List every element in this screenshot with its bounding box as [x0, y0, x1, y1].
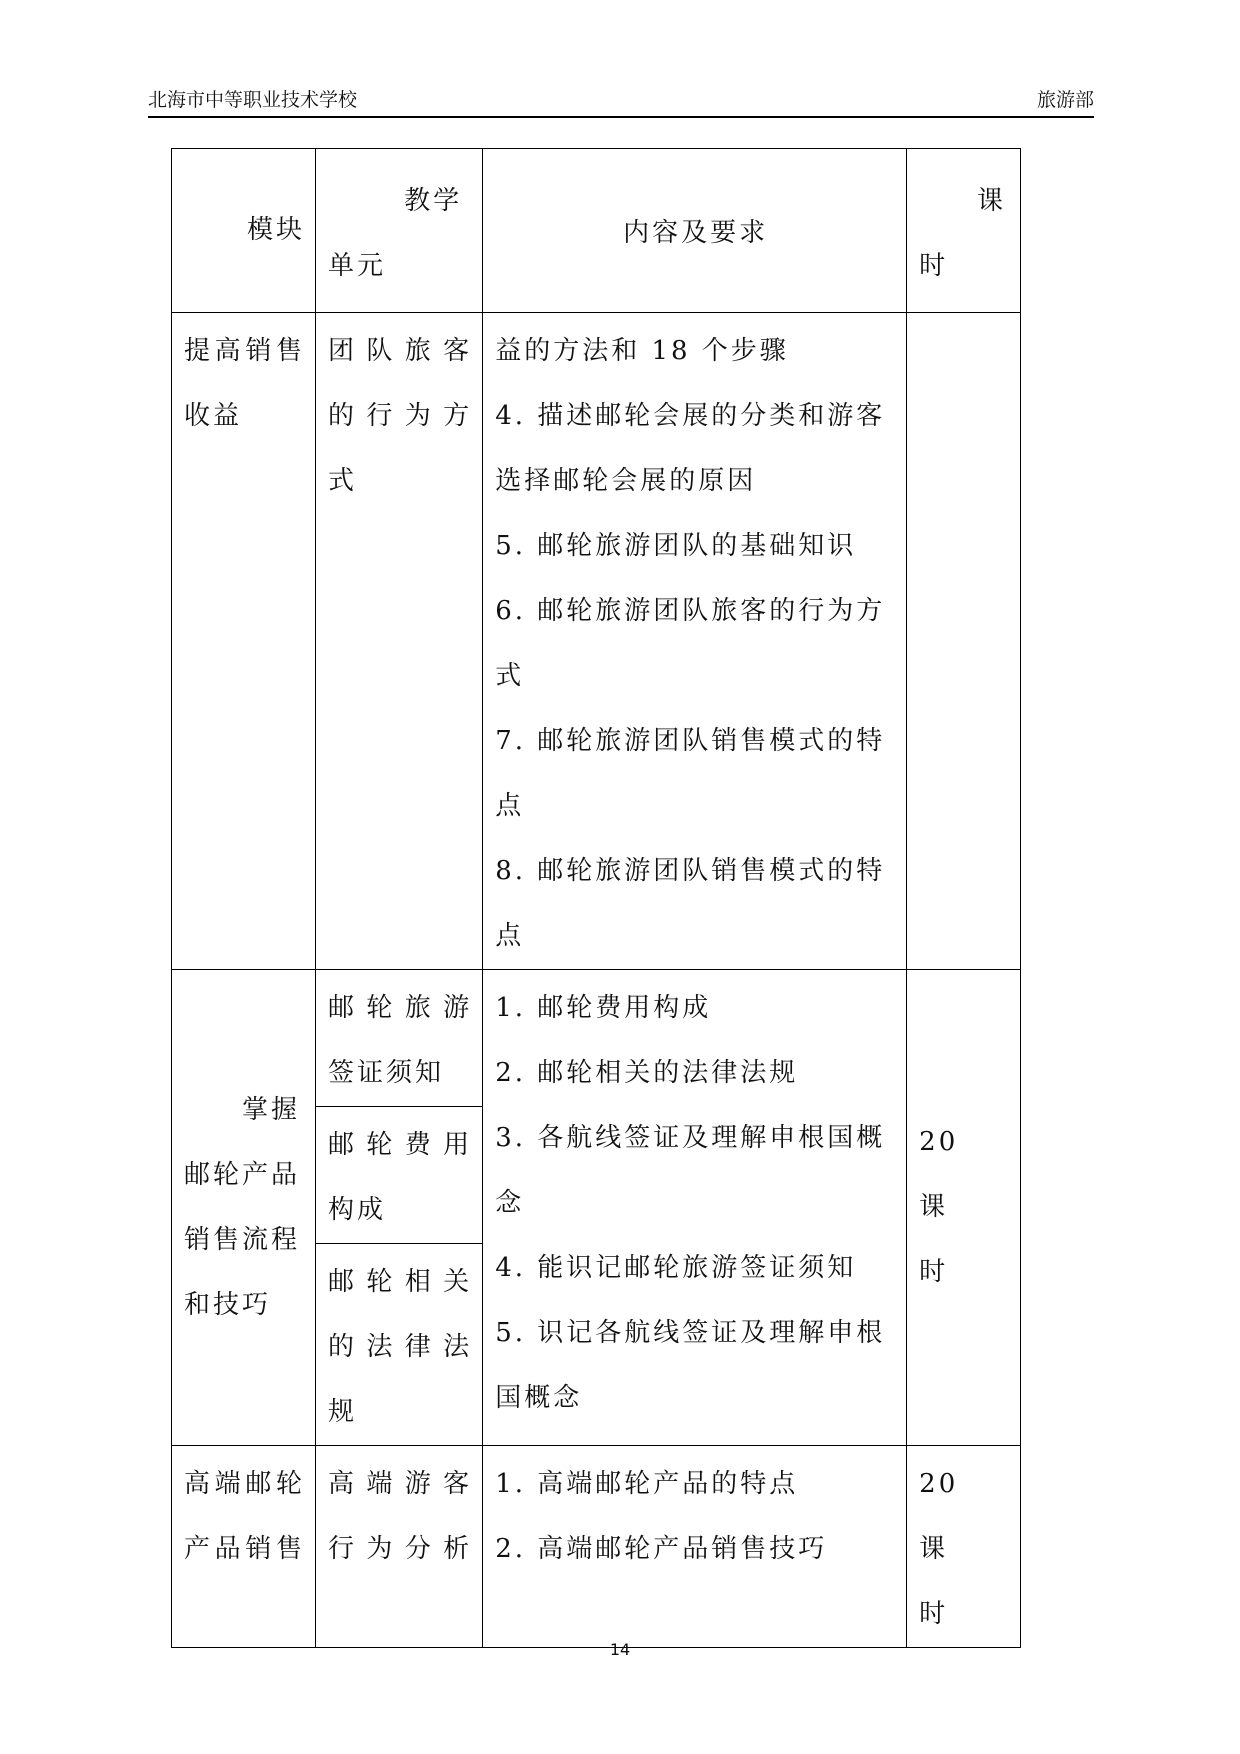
unit-cell: [316, 1446, 483, 1648]
header-hours-line1: 课: [976, 185, 1006, 216]
hours-text: 20 课: [919, 1127, 988, 1222]
content-line: 8. 邮轮旅游团队销售模式的特: [495, 856, 886, 886]
header-hours: [907, 149, 1021, 313]
content-line: 选择邮轮会展的原因: [495, 466, 757, 496]
header-unit: [316, 149, 483, 313]
module-text: 邮轮产品: [184, 1159, 301, 1190]
content-cell: [483, 970, 907, 1446]
content-line: 6. 邮轮旅游团队旅客的行为方: [495, 596, 886, 626]
module-text: 产品销售: [184, 1534, 306, 1564]
header-content-label: 内容及要求: [623, 218, 769, 248]
hours-cell: [907, 313, 1021, 970]
content-line: 4. 描述邮轮会展的分类和游客: [495, 401, 886, 431]
content-line: 3. 各航线签证及理解申根国概: [495, 1123, 886, 1153]
content-line: 1. 邮轮费用构成: [495, 993, 712, 1023]
table-row: [172, 970, 1021, 1107]
unit-text: 签证须知: [328, 1058, 445, 1088]
unit-text: 构成: [328, 1195, 387, 1225]
unit-cell: [316, 1244, 483, 1446]
unit-text: 的法律法: [328, 1332, 473, 1362]
unit-text: 邮轮费用: [328, 1130, 473, 1160]
content-line: 点: [495, 791, 525, 821]
header-content: [483, 149, 907, 313]
content-line: 7. 邮轮旅游团队销售模式的特: [495, 726, 886, 756]
header-unit-line2: 单元: [328, 250, 387, 281]
unit-text: 高端游客: [328, 1469, 473, 1499]
module-cell: [172, 970, 316, 1446]
content-line: 点: [495, 921, 525, 951]
unit-text: 行为分析: [328, 1534, 473, 1564]
unit-cell: [316, 1107, 483, 1244]
module-text: 掌握: [242, 1094, 301, 1125]
page-number: 14: [609, 1640, 631, 1659]
header-module-label: 模块: [247, 215, 306, 245]
module-cell: [172, 313, 316, 970]
unit-text: 邮轮相关: [328, 1267, 473, 1297]
table-row: [172, 1446, 1021, 1648]
content-line: 2. 邮轮相关的法律法规: [495, 1058, 799, 1088]
unit-text: 规: [328, 1397, 358, 1427]
content-line: 念: [495, 1188, 525, 1218]
header-module: [172, 149, 316, 313]
page-header: [148, 86, 1094, 118]
unit-text: 邮轮旅游: [328, 993, 473, 1023]
header-unit-line1: 教学: [404, 185, 463, 216]
unit-text: 式: [328, 466, 358, 496]
course-table: [171, 148, 1021, 1648]
content-line: 5. 邮轮旅游团队的基础知识: [495, 531, 857, 561]
content-line: 国概念: [495, 1383, 583, 1413]
content-line: 1. 高端邮轮产品的特点: [495, 1469, 799, 1499]
content-line: 益的方法和 18 个步骤: [495, 336, 789, 366]
school-name: 北海市中等职业技术学校: [148, 89, 358, 111]
department-name: 旅游部: [1036, 89, 1094, 111]
module-cell: [172, 1446, 316, 1648]
content-line: 式: [495, 661, 525, 691]
unit-text: 团队旅客: [328, 336, 473, 366]
content-line: 5. 识记各航线签证及理解申根: [495, 1318, 886, 1348]
module-text: 高端邮轮: [184, 1469, 306, 1499]
module-text: 和技巧: [184, 1289, 272, 1320]
content-cell: [483, 1446, 907, 1648]
unit-text: 的行为方: [328, 401, 473, 431]
hours-text: 时: [919, 1257, 949, 1287]
hours-text: 时: [919, 1599, 949, 1629]
module-text: 销售流程: [184, 1224, 301, 1255]
unit-cell: [316, 313, 483, 970]
content-cell: [483, 313, 907, 970]
table-header-row: [172, 149, 1021, 313]
hours-cell: [907, 1446, 1021, 1648]
content-line: 4. 能识记邮轮旅游签证须知: [495, 1253, 857, 1283]
hours-text: 20 课: [919, 1469, 988, 1564]
unit-cell: [316, 970, 483, 1107]
hours-cell: [907, 970, 1021, 1446]
module-text: 收益: [184, 401, 243, 431]
module-text: 提高销售: [184, 336, 306, 366]
table-row: [172, 313, 1021, 970]
header-hours-line2: 时: [919, 250, 949, 281]
content-line: 2. 高端邮轮产品销售技巧: [495, 1534, 828, 1564]
